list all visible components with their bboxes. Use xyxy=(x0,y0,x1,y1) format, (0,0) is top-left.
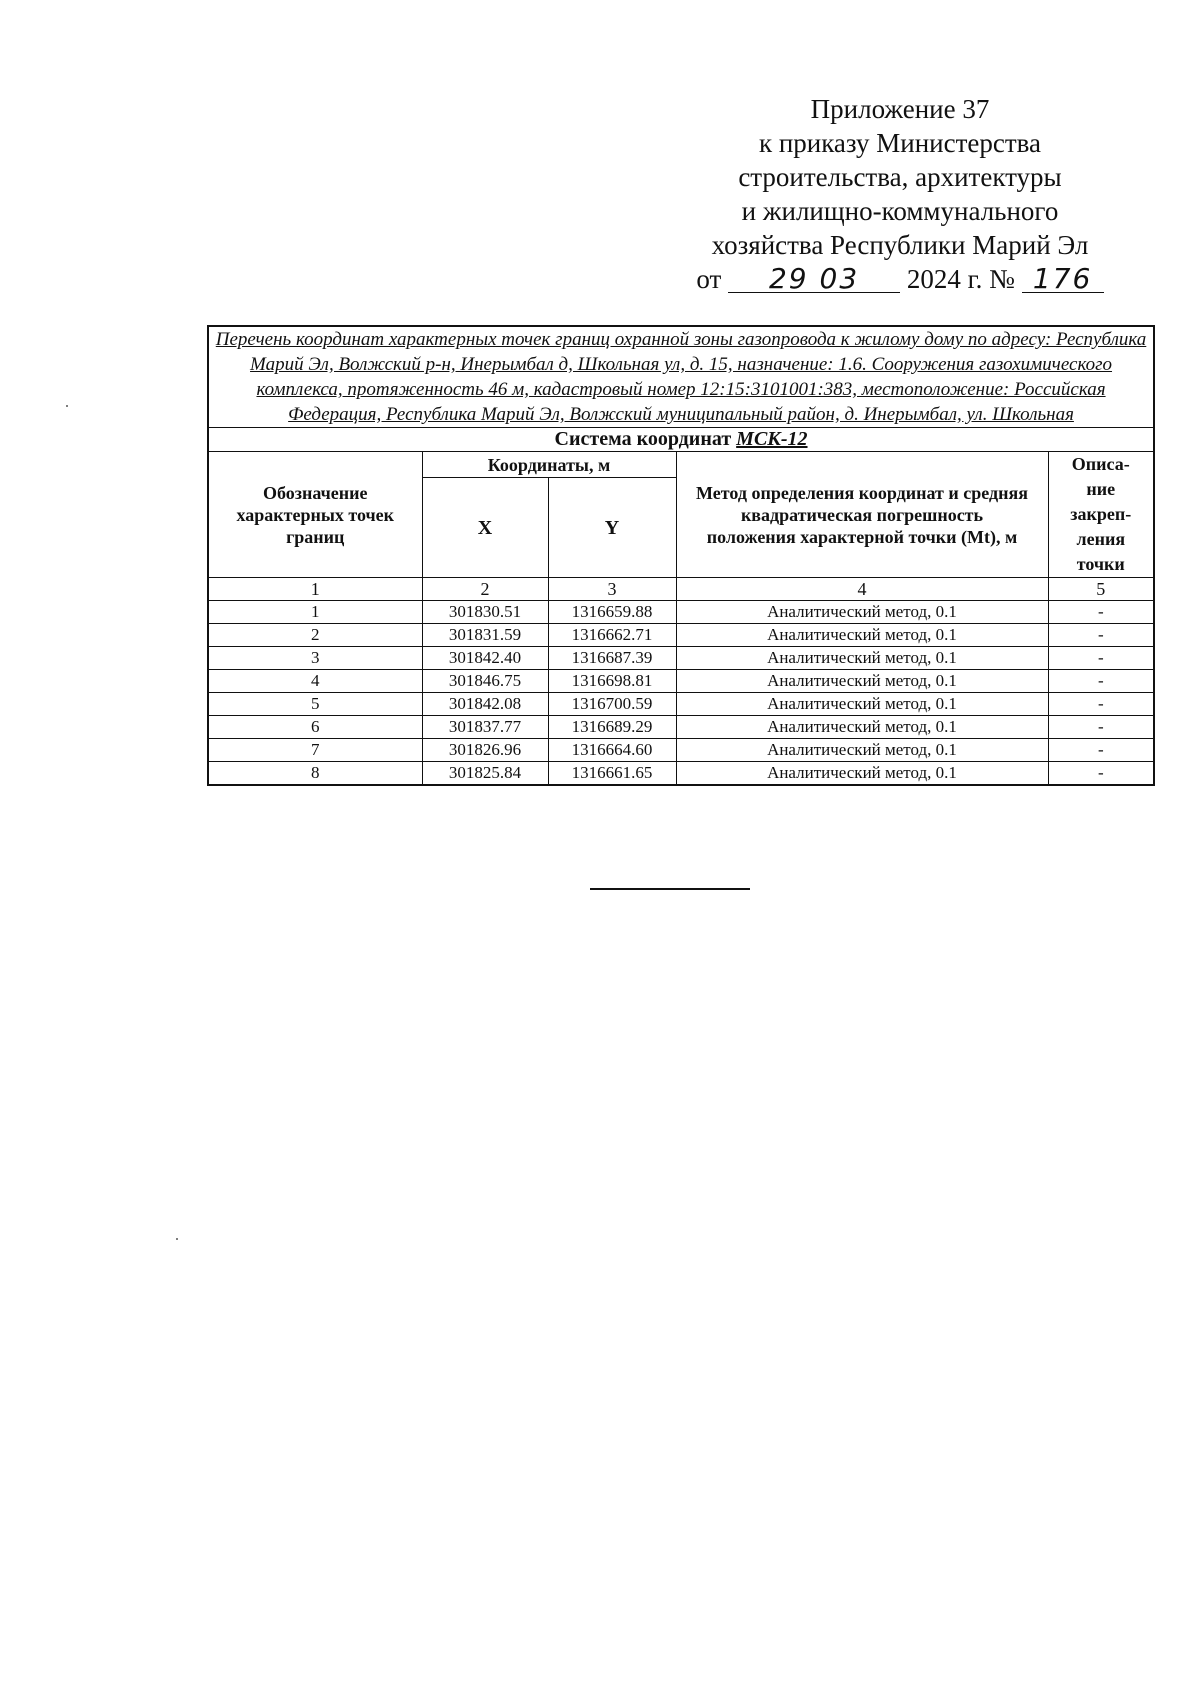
table-row xyxy=(208,762,1154,786)
description: - xyxy=(1048,716,1154,739)
description: - xyxy=(1048,693,1154,716)
date-year: 2024 г. № xyxy=(906,264,1015,294)
handwritten-order-number: 176 xyxy=(1022,266,1104,293)
column-number: 5 xyxy=(1048,578,1154,601)
coord-x: 301846.75 xyxy=(422,670,548,693)
coord-y: 1316664.60 xyxy=(548,739,676,762)
header-line-2: к приказу Министерства xyxy=(758,128,1042,158)
point-id: 5 xyxy=(208,693,422,716)
order-date-line xyxy=(640,262,1160,296)
column-number: 3 xyxy=(548,578,676,601)
header-line-3: строительства, архитектуры xyxy=(738,162,1062,192)
table-row xyxy=(208,647,1154,670)
coord-y: 1316689.29 xyxy=(548,716,676,739)
header-method: Метод определения координат и средняя квадратическая погрешность положения характерной точки (Mt), м xyxy=(676,452,1048,578)
coord-x: 301830.51 xyxy=(422,601,548,624)
column-number: 2 xyxy=(422,578,548,601)
description: - xyxy=(1048,647,1154,670)
header-point: Обозначение характерных точек границ xyxy=(208,452,422,578)
table-row xyxy=(208,693,1154,716)
scan-speck xyxy=(66,405,68,407)
point-id: 1 xyxy=(208,601,422,624)
coord-x: 301837.77 xyxy=(422,716,548,739)
description: - xyxy=(1048,739,1154,762)
description: - xyxy=(1048,670,1154,693)
coord-x: 301842.08 xyxy=(422,693,548,716)
end-separator-line xyxy=(590,888,750,890)
coord-x: 301831.59 xyxy=(422,624,548,647)
description: - xyxy=(1048,601,1154,624)
coord-x: 301826.96 xyxy=(422,739,548,762)
coord-y: 1316662.71 xyxy=(548,624,676,647)
coordinate-system-row xyxy=(208,428,1154,452)
table-row xyxy=(208,670,1154,693)
header-line-5: хозяйства Республики Марий Эл xyxy=(711,230,1089,260)
coord-y: 1316659.88 xyxy=(548,601,676,624)
coord-y: 1316700.59 xyxy=(548,693,676,716)
scan-speck xyxy=(176,1238,178,1240)
date-prefix: от xyxy=(696,264,722,294)
method: Аналитический метод, 0.1 xyxy=(676,762,1048,786)
point-id: 8 xyxy=(208,762,422,786)
coord-y: 1316687.39 xyxy=(548,647,676,670)
method: Аналитический метод, 0.1 xyxy=(676,693,1048,716)
method: Аналитический метод, 0.1 xyxy=(676,601,1048,624)
point-id: 2 xyxy=(208,624,422,647)
handwritten-date: 29 03 xyxy=(728,266,900,293)
table-row xyxy=(208,624,1154,647)
coord-y: 1316661.65 xyxy=(548,762,676,786)
description: - xyxy=(1048,624,1154,647)
coord-x: 301842.40 xyxy=(422,647,548,670)
coordinates-table xyxy=(207,325,1155,786)
coord-y: 1316698.81 xyxy=(548,670,676,693)
column-number: 1 xyxy=(208,578,422,601)
method: Аналитический метод, 0.1 xyxy=(676,739,1048,762)
description: - xyxy=(1048,762,1154,786)
point-id: 7 xyxy=(208,739,422,762)
header-x: X xyxy=(422,478,548,578)
table-title: Перечень координат характерных точек границ охранной зоны газопровода к жилому дому по адресу: Республика Марий Эл, Волжский р-н, Инерымбал д, Школьная ул, д. 15, назначение: 1.6. Сооружения газохимического комплекса, протяженность 46 м, кадастровый номер 12:15:3101001:383, местоположение: Российская Федерация, Республика Марий Эл, Волжский муниципальный район, д. Инерымбал, ул. Школьная xyxy=(208,326,1154,428)
header-y: Y xyxy=(548,478,676,578)
table-row xyxy=(208,716,1154,739)
coord-x: 301825.84 xyxy=(422,762,548,786)
table-row xyxy=(208,739,1154,762)
appendix-header xyxy=(640,92,1160,296)
appendix-title: Приложение 37 xyxy=(810,94,990,124)
method: Аналитический метод, 0.1 xyxy=(676,647,1048,670)
coordinate-system-label: Система координат xyxy=(554,428,732,450)
coordinate-system-name: МСК-12 xyxy=(736,428,808,450)
point-id: 4 xyxy=(208,670,422,693)
header-description: Описа-ние закреп-ления точки xyxy=(1048,452,1154,578)
method: Аналитический метод, 0.1 xyxy=(676,670,1048,693)
header-line-4: и жилищно-коммунального xyxy=(741,196,1059,226)
column-number: 4 xyxy=(676,578,1048,601)
method: Аналитический метод, 0.1 xyxy=(676,624,1048,647)
header-coordinates: Координаты, м xyxy=(422,452,676,478)
point-id: 6 xyxy=(208,716,422,739)
method: Аналитический метод, 0.1 xyxy=(676,716,1048,739)
table-row xyxy=(208,601,1154,624)
point-id: 3 xyxy=(208,647,422,670)
